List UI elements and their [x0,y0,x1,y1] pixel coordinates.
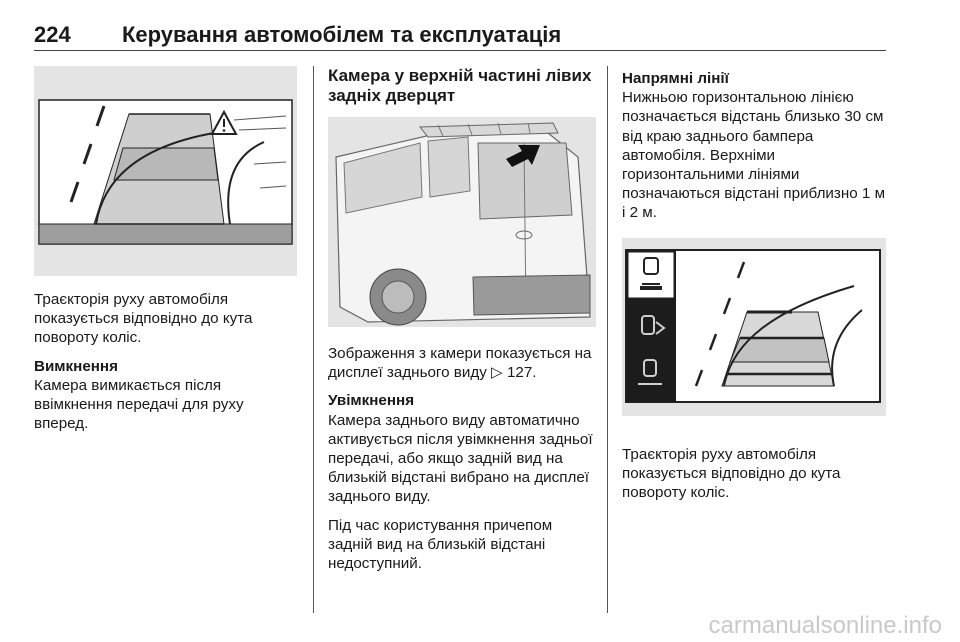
on-text: Камера заднього виду автоматично активується після увімкнення задньої передачі, або якщо задній вид на близькій відстані вибрано на дисплеї заднього виду. [328,411,593,506]
guide-lines-text: Нижньою горизонтальною лінією позначається відстань близько 30 см від краю заднього бампера автомобіля. Верхніми горизонтальними лініями позначаються відстані приблизно 1 м і 2 м. [622,89,886,222]
on-section [328,391,596,506]
column-divider-1 [313,66,314,613]
trajectory-caption-2: Траєкторія руху автомобіля показується відповідно до кута повороту коліс. [622,446,841,502]
column-divider-2 [607,66,608,613]
on-heading: Увімкнення [328,392,415,410]
guide-lines-section [622,69,886,223]
header-rule [34,50,886,51]
column-1-text [34,290,299,442]
reference-page: 127. [502,364,537,382]
rear-camera-trajectory-illustration [34,66,297,276]
column-2-body [328,344,596,582]
camera-display-illustration [622,238,886,416]
display-caption-text: Зображення з камери показується на дисплеї заднього виду [328,345,592,382]
camera-display-figure [622,238,886,416]
arrow-reference-icon: ▷ [491,364,503,382]
camera-location-heading: Камера у верхній частині лівих задніх дверцят [328,66,592,105]
van-rear-camera-figure [328,117,596,327]
page-number: 224 [34,22,71,47]
trajectory-caption-1: Траєкторія руху автомобіля показується відповідно до кута повороту коліс. [34,291,253,347]
column-2-text [328,66,596,106]
off-section [34,357,299,434]
off-text: Камера вимикається після ввімкнення передачі для руху вперед. [34,376,244,433]
rear-camera-trajectory-figure [34,66,297,276]
chapter-title: Керування автомобілем та експлуатація [122,22,562,47]
trailer-text: Під час користування причепом задній вид на близькій відстані недоступний. [328,516,553,573]
off-heading: Вимкнення [34,357,118,375]
display-caption [328,344,596,382]
page-header [34,22,886,52]
van-rear-illustration [328,117,596,327]
watermark: carmanualsonline.info [708,612,942,639]
column-3-text [622,69,886,232]
column-3-body [622,445,886,512]
guide-lines-heading: Напрямні лінії [622,70,729,87]
